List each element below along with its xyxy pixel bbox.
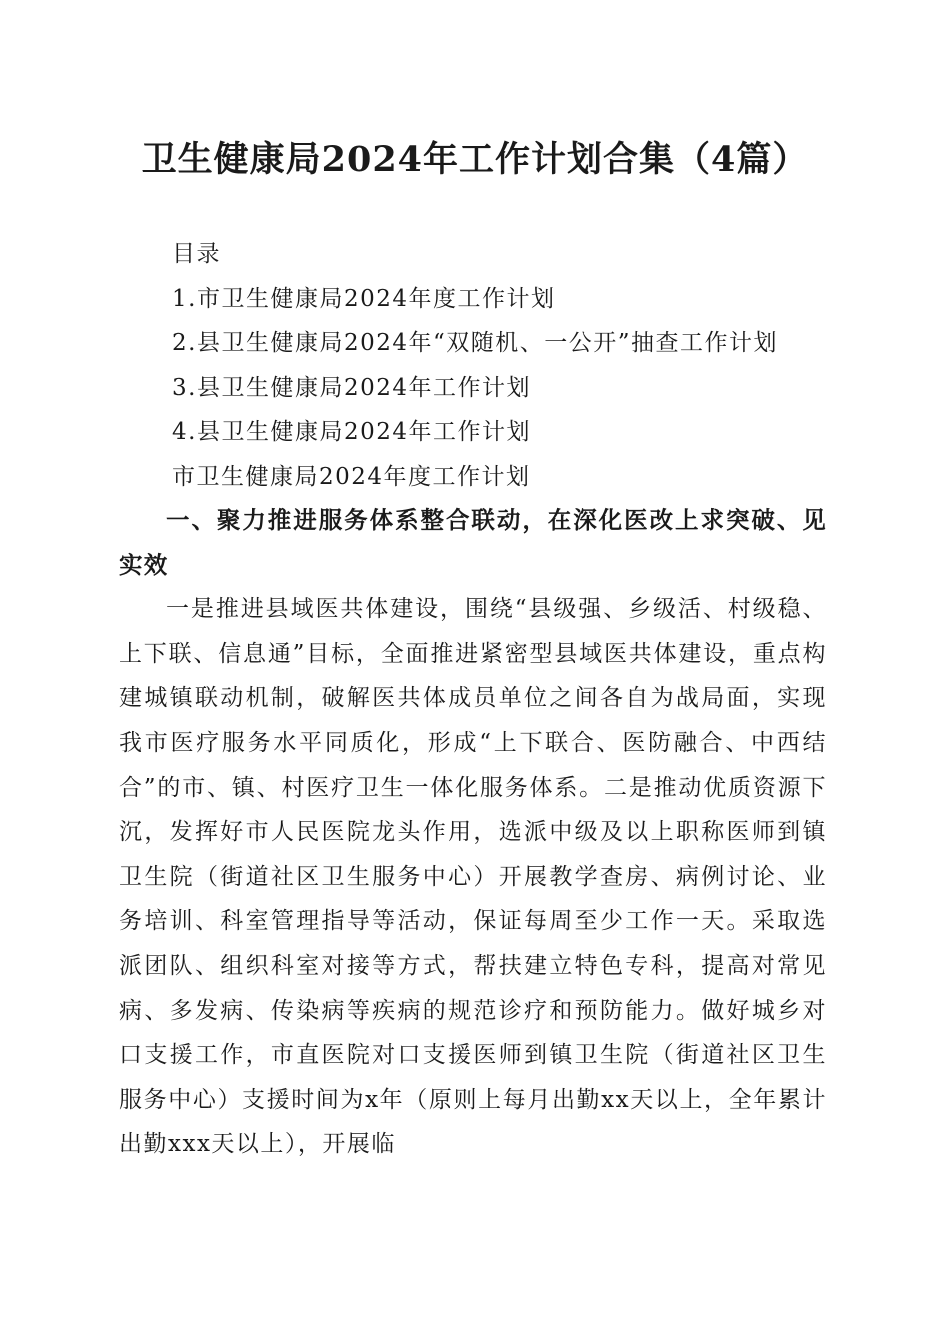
toc-label: 目录 <box>172 241 221 267</box>
toc-item: 1.市卫生健康局2024年度工作计划 <box>172 285 556 312</box>
toc-item: 3.县卫生健康局2024年工作计划 <box>172 374 531 401</box>
section-title: 市卫生健康局2024年度工作计划 <box>172 463 531 490</box>
body-paragraph: 一是推进县域医共体建设，围绕“县级强、乡级活、村级稳、上下联、信息通”目标，全面推进紧密型县域医共体建设，重点构建城镇联动机制，破解医共体成员单位之间各自为战局面，实现我市医疗服务水平同质化，形成“上下联合、医防融合、中西结合”的市、镇、村医疗卫生一体化服务体系。二是推动优质资源下沉，发挥好市人民医院龙头作用，选派中级及以上职称医师到镇卫生院（街道社区卫生服务中心）开展教学查房、病例讨论、业务培训、科室管理指导等活动，保证每周至少工作一天。采取选派团队、组织科室对接等方式，帮扶建立特色专科，提高对常见病、多发病、传染病等疾病的规范诊疗和预防能力。做好城乡对口支援工作，市直医院对口支援医师到镇卫生院（街道社区卫生服务中心）支援时间为x年（原则上每月出勤xx天以上，全年累计出勤xxx天以上），开展临 <box>119 596 827 1158</box>
table-of-contents <box>172 232 872 500</box>
toc-item: 4.县卫生健康局2024年工作计划 <box>172 419 531 446</box>
document-body <box>119 498 827 1167</box>
document-title: 卫生健康局2024年工作计划合集（4篇） <box>141 139 809 180</box>
toc-item: 2.县卫生健康局2024年“双随机、一公开”抽查工作计划 <box>172 330 778 357</box>
section-heading: 一、聚力推进服务体系整合联动，在深化医改上求突破、见实效 <box>119 506 827 579</box>
